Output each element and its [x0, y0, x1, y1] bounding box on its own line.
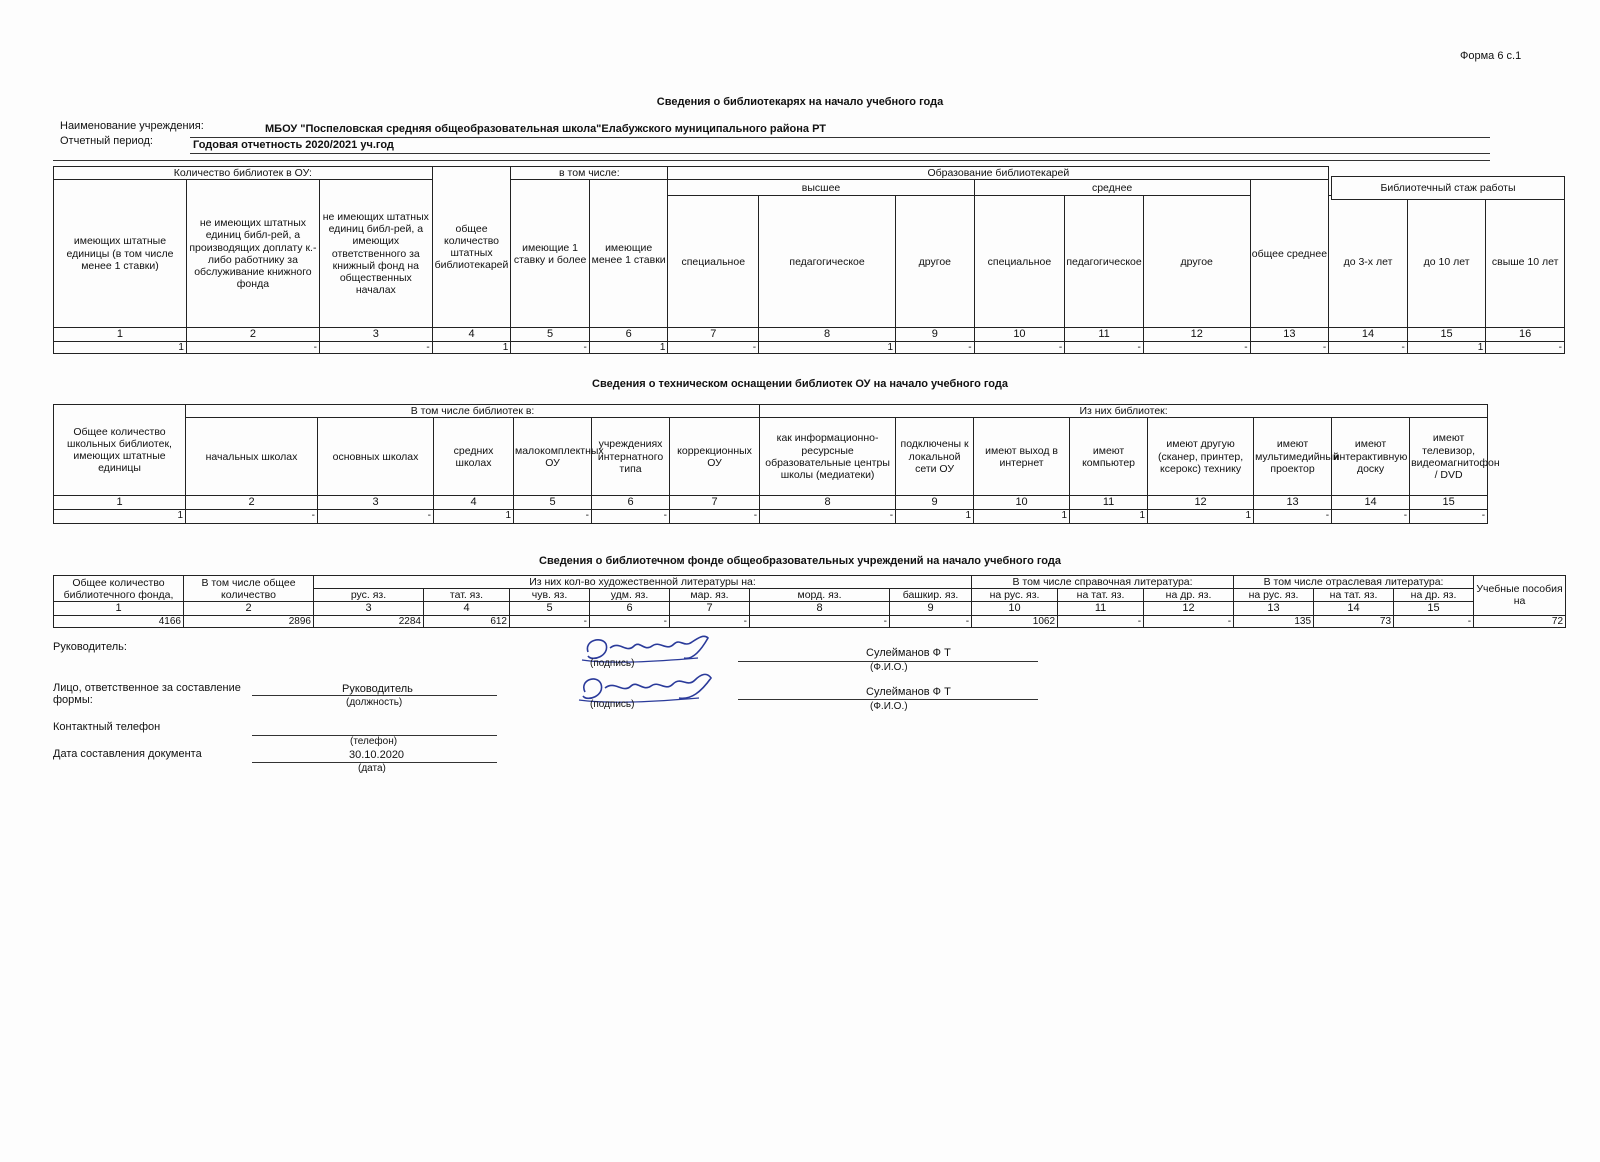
col-header-16: свыше 10 лет — [1486, 196, 1565, 328]
sub-header: рус. яз. — [314, 589, 424, 602]
fio-caption: (Ф.И.О.) — [870, 701, 908, 712]
col-header-13: имеют мультимедийный проектор — [1254, 418, 1332, 496]
table-cell: - — [896, 341, 975, 354]
equipment-table — [53, 404, 1500, 524]
head-name: Сулейманов Ф Т — [866, 647, 951, 659]
table-cell: - — [1394, 615, 1474, 628]
group-higher: высшее — [668, 180, 974, 196]
column-number: 8 — [760, 496, 896, 510]
column-number: 6 — [589, 328, 668, 342]
column-number: 7 — [668, 328, 759, 342]
sub-header: башкир. яз. — [890, 589, 972, 602]
col-header-total-fund: Общее количество библиотечного фонда, — [54, 576, 184, 602]
column-number: 3 — [319, 328, 432, 342]
column-number: 14 — [1314, 602, 1394, 616]
table-cell: 1 — [759, 341, 896, 354]
column-number: 13 — [1250, 328, 1329, 342]
form-number: Форма 6 с.1 — [1460, 50, 1522, 62]
date-caption: (дата) — [358, 763, 386, 774]
col-header-5: имеющие 1 ставку и более — [511, 180, 590, 328]
column-number: 8 — [750, 602, 890, 616]
column-number: 2 — [186, 328, 319, 342]
table-cell: - — [1254, 509, 1332, 523]
column-number: 14 — [1332, 496, 1410, 510]
column-number: 1 — [54, 328, 187, 342]
table-cell: - — [1332, 509, 1410, 523]
col-header-3: основных школах — [318, 418, 434, 496]
column-number: 9 — [896, 328, 975, 342]
table-cell: - — [514, 509, 592, 523]
table-cell: - — [670, 509, 760, 523]
col-header-including-total: В том числе общее количество — [184, 576, 314, 602]
sub-header: на рус. яз. — [972, 589, 1058, 602]
col-header-5: малокомплектных ОУ — [514, 418, 592, 496]
table-cell: - — [1058, 615, 1144, 628]
column-number: 7 — [670, 602, 750, 616]
column-number: 4 — [432, 328, 511, 342]
column-number: 15 — [1394, 602, 1474, 616]
table-cell: 73 — [1314, 615, 1394, 628]
table-cell: 1 — [54, 341, 187, 354]
period-value: Годовая отчетность 2020/2021 уч.год — [193, 139, 394, 151]
col-header-15: имеют телевизор, видеомагнитофон / DVD — [1410, 418, 1488, 496]
column-number: 5 — [511, 328, 590, 342]
table-cell: - — [668, 341, 759, 354]
library-fund-table — [53, 575, 1566, 628]
group-reference: В том числе справочная литература: — [972, 576, 1234, 589]
institution-underline — [190, 137, 1490, 138]
col-header-4: средних школах — [434, 418, 514, 496]
sub-header: на др. яз. — [1144, 589, 1234, 602]
group-work-experience: Библиотечный стаж работы — [1331, 176, 1565, 200]
column-number: 10 — [972, 602, 1058, 616]
section2-title: Сведения о техническом оснащении библиотек ОУ на начало учебного года — [592, 378, 1008, 390]
phone-label: Контактный телефон — [53, 721, 161, 733]
group-including-libraries: В том числе библиотек в: — [186, 405, 760, 418]
sub-header: тат. яз. — [424, 589, 510, 602]
value-row — [54, 341, 1565, 354]
value-row — [54, 509, 1488, 523]
table-cell: - — [318, 509, 434, 523]
column-number: 3 — [314, 602, 424, 616]
sub-header: на тат. яз. — [1314, 589, 1394, 602]
column-number: 10 — [974, 328, 1065, 342]
sub-header: морд. яз. — [750, 589, 890, 602]
fio-caption: (Ф.И.О.) — [870, 662, 908, 673]
table-cell: 4166 — [54, 615, 184, 628]
col-header-9: другое — [896, 196, 975, 328]
table-cell: - — [1486, 341, 1565, 354]
table-cell: - — [592, 509, 670, 523]
table-cell: 1 — [432, 341, 511, 354]
institution-value: МБОУ "Поспеловская средняя общеобразовательная школа"Елабужского муниципального района РТ — [265, 123, 826, 135]
col-header-14: до 3-х лет — [1329, 196, 1408, 328]
sub-header: удм. яз. — [590, 589, 670, 602]
value-row — [54, 615, 1566, 628]
column-number: 1 — [54, 496, 186, 510]
table-cell: - — [186, 341, 319, 354]
responsible-label: Лицо, ответственное за составление формы: — [53, 682, 241, 706]
column-number: 13 — [1254, 496, 1332, 510]
sub-header: на тат. яз. — [1058, 589, 1144, 602]
position-underline — [252, 695, 497, 696]
col-header-9: подключены к локальной сети ОУ — [896, 418, 974, 496]
column-number-row — [54, 328, 1565, 342]
col-header-12: имеют другую (сканер, принтер, ксерокс) технику — [1148, 418, 1254, 496]
column-number: 14 — [1329, 328, 1408, 342]
group-library-count: Количество библиотек в ОУ: — [54, 167, 433, 180]
column-number: 15 — [1407, 328, 1486, 342]
table-cell: - — [890, 615, 972, 628]
column-number: 7 — [670, 496, 760, 510]
table-cell: - — [186, 509, 318, 523]
col-header-8: педагогическое — [759, 196, 896, 328]
table-cell: 2896 — [184, 615, 314, 628]
column-number: 13 — [1234, 602, 1314, 616]
table-cell: 1 — [974, 509, 1070, 523]
column-number: 11 — [1070, 496, 1148, 510]
table-cell: 1062 — [972, 615, 1058, 628]
table-cell: - — [670, 615, 750, 628]
group-secondary: среднее — [974, 180, 1250, 196]
column-number: 2 — [184, 602, 314, 616]
table-cell: - — [510, 615, 590, 628]
table-cell: - — [1329, 341, 1408, 354]
col-header-6: учреждениях интернатного типа — [592, 418, 670, 496]
group-fiction: Из них кол-во художественной литературы на: — [314, 576, 972, 589]
column-number-row — [54, 496, 1488, 510]
column-number: 11 — [1058, 602, 1144, 616]
column-number: 5 — [514, 496, 592, 510]
col-header-13: общее среднее — [1250, 180, 1329, 328]
col-header-7: коррекционных ОУ — [670, 418, 760, 496]
column-number: 6 — [592, 496, 670, 510]
sub-header: мар. яз. — [670, 589, 750, 602]
table-cell: - — [1250, 341, 1329, 354]
date-label: Дата составления документа — [53, 748, 202, 760]
institution-label: Наименование учреждения: — [60, 120, 204, 132]
table-cell: 135 — [1234, 615, 1314, 628]
table-cell: - — [750, 615, 890, 628]
col-header-2: не имеющих штатных единиц библ-рей, а производящих доплату к.-либо работнику за обслуживание книжного фонда — [186, 180, 319, 328]
column-number: 1 — [54, 602, 184, 616]
column-number: 8 — [759, 328, 896, 342]
col-header-7: специальное — [668, 196, 759, 328]
column-number: 15 — [1410, 496, 1488, 510]
column-number: 12 — [1143, 328, 1250, 342]
column-number-row — [54, 602, 1566, 616]
column-number: 12 — [1144, 602, 1234, 616]
responsible-name: Сулейманов Ф Т — [866, 686, 951, 698]
table-cell: 1 — [54, 509, 186, 523]
table-cell: - — [1144, 615, 1234, 628]
period-label: Отчетный период: — [60, 135, 153, 147]
table-cell: 612 — [424, 615, 510, 628]
column-number: 3 — [318, 496, 434, 510]
group-of-them-libraries: Из них библиотек: — [760, 405, 1488, 418]
col-header-4: общее количество штатных библиотекарей — [432, 167, 511, 328]
group-education: Образование библиотекарей — [668, 167, 1329, 180]
col-header-12: другое — [1143, 196, 1250, 328]
col-header-1: имеющих штатные единицы (в том числе менее 1 ставки) — [54, 180, 187, 328]
column-number: 9 — [896, 496, 974, 510]
group-branch: В том числе отраслевая литература: — [1234, 576, 1474, 589]
col-header-11: педагогическое — [1065, 196, 1144, 328]
date-value: 30.10.2020 — [349, 749, 405, 761]
column-number: 9 — [890, 602, 972, 616]
col-header-10: имеют выход в интернет — [974, 418, 1070, 496]
column-number: 4 — [424, 602, 510, 616]
table-cell: 2284 — [314, 615, 424, 628]
table-cell: - — [1410, 509, 1488, 523]
col-header-11: имеют компьютер — [1070, 418, 1148, 496]
table-cell: - — [760, 509, 896, 523]
group-including: в том числе: — [511, 167, 668, 180]
column-number: 5 — [510, 602, 590, 616]
col-header-15: до 10 лет — [1407, 196, 1486, 328]
responsible-position: Руководитель — [342, 683, 413, 695]
period-underline — [190, 153, 1490, 154]
col-header-10: специальное — [974, 196, 1065, 328]
table-cell: 1 — [896, 509, 974, 523]
col-header-8: как информационно-ресурсные образовательные центры школы (медиатеки) — [760, 418, 896, 496]
column-number: 10 — [974, 496, 1070, 510]
position-caption: (должность) — [346, 697, 403, 708]
section3-title: Сведения о библиотечном фонде общеобразовательных учреждений на начало учебного года — [539, 555, 1061, 567]
table-cell: 1 — [589, 341, 668, 354]
section1-title: Сведения о библиотекарях на начало учебного года — [656, 96, 944, 108]
head-label: Руководитель: — [53, 641, 127, 653]
col-header-14: имеют интерактивную доску — [1332, 418, 1410, 496]
col-header-textbooks: Учебные пособия на — [1474, 576, 1566, 616]
table-cell: - — [511, 341, 590, 354]
table-cell: 1 — [1070, 509, 1148, 523]
column-number: 6 — [590, 602, 670, 616]
table-cell: 72 — [1474, 615, 1566, 628]
sub-header: чув. яз. — [510, 589, 590, 602]
column-number: 12 — [1148, 496, 1254, 510]
col-header-2: начальных школах — [186, 418, 318, 496]
table-cell: 1 — [434, 509, 514, 523]
signature-caption: (подпись) — [590, 658, 635, 669]
column-number: 11 — [1065, 328, 1144, 342]
sub-header: на рус. яз. — [1234, 589, 1314, 602]
name-underline — [738, 699, 1038, 700]
phone-caption: (телефон) — [350, 736, 398, 747]
col-header-6: имеющие менее 1 ставки — [589, 180, 668, 328]
period-underline-2 — [53, 160, 1490, 161]
table-cell: - — [1065, 341, 1144, 354]
column-number: 16 — [1486, 328, 1565, 342]
col-header-1: Общее количество школьных библиотек, имеющих штатные единицы — [54, 405, 186, 496]
table-cell: 1 — [1148, 509, 1254, 523]
table-cell: - — [319, 341, 432, 354]
column-number: 4 — [434, 496, 514, 510]
table-cell: 1 — [1407, 341, 1486, 354]
table-cell: - — [1143, 341, 1250, 354]
col-header-3: не имеющих штатных единиц библ-рей, а имеющих ответственного за книжный фонд на общественных началах — [319, 180, 432, 328]
table-cell: - — [974, 341, 1065, 354]
column-number: 2 — [186, 496, 318, 510]
signature-caption: (подпись) — [590, 699, 635, 710]
sub-header: на др. яз. — [1394, 589, 1474, 602]
table-cell: - — [590, 615, 670, 628]
